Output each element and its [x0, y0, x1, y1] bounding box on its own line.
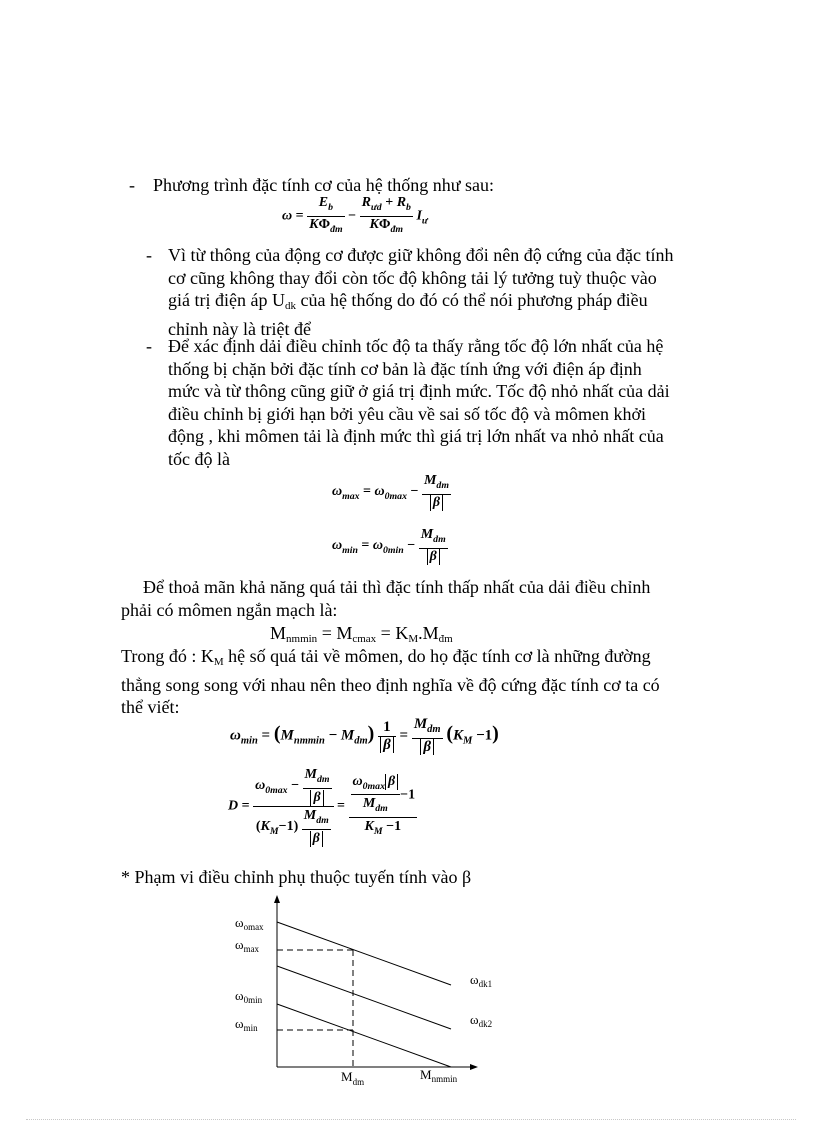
label-omega-omax: $\omega_{omax}$	[235, 915, 264, 932]
y-axis-arrow	[274, 895, 280, 903]
paragraph-constant-flux: Vì từ thông của động cơ được giữ không đổi nên độ cứng của đặc tính cơ cũng không thay đổi còn tốc độ không tải lý tưởng tuỳ thuộc vào giá trị điện áp $U_{dk}$ của hệ thống do đó có thể nói phương pháp điều chỉnh này là triệt để	[168, 245, 674, 339]
label-omega-min: $\omega_{min}$	[235, 1016, 258, 1033]
paragraph-where: Trong đó : $K_M$ hệ số quá tải về mômen, do họ đặc tính cơ là những đường thẳng song song với nhau nên theo định nghĩa về độ cứng đặc tính cơ ta có thể viết:	[121, 646, 660, 717]
bullet-dash: -	[146, 336, 152, 356]
equation-omega-min-expanded: $\omega_{min} = (M_{nmmin} - M_{dm})$ $\frac{1}{\beta}$ = $\frac{M_{dm}}{\beta}$ $(K_M -1)$	[230, 716, 499, 755]
x-axis-arrow	[470, 1064, 478, 1070]
label-omega-0min: $\omega_{0min}$	[235, 988, 263, 1005]
chart-caption: * Phạm vi điều chỉnh phụ thuộc tuyến tính vào β	[121, 867, 472, 887]
label-M-dm: $M_{dm}$	[341, 1069, 365, 1087]
equation-omega-max: $\omega_{max} = \omega_{0max}$ − $\frac{M_{dm}}{\beta}$	[332, 473, 449, 510]
page-bottom-border	[26, 1119, 796, 1120]
label-omega-max: $\omega_{max}$	[235, 937, 260, 954]
formula-short-circuit-torque: $M_{nmmin} = M_{cmax} = K_M.M_{đm}$	[270, 623, 453, 645]
label-M-nmmin: $M_{nmmin}$	[420, 1067, 458, 1084]
intro-line: Phương trình đặc tính cơ của hệ thống như sau:	[153, 175, 494, 195]
label-omega-dk1: $\omega_{dk1}$	[470, 972, 493, 989]
equation-D: D = $\omega_{0max}$ − $\frac{M_{dm}}{\beta}$ $(K_M-1)$ $\frac{M_{dm}}{\beta}$ = $\frac{\omega_{0max} \beta}{M_{dm}}$ −1 $K_M -1$	[228, 767, 416, 846]
equation-omega-min: $\omega_{min} = \omega_{0min}$ − $\frac{M_{dm}}{\beta}$	[332, 527, 446, 564]
bullet-dash: -	[129, 175, 135, 195]
line-omega-dk2	[277, 1004, 451, 1067]
speed-torque-chart	[225, 892, 495, 1092]
paragraph-overload: Để thoả mãn khả năng quá tải thì đặc tính thấp nhất của dải điều chỉnh phải có mômen ngắn mạch là:	[121, 577, 651, 620]
paragraph-speed-range: Để xác định dải điều chỉnh tốc độ ta thấy rằng tốc độ lớn nhất của hệ thống bị chặn bởi đặc tính cơ bản là đặc tính ứng với điện áp định mức và từ thông cũng giữ ở giá trị định mức. Tốc độ nhỏ nhất của dải điều chỉnh bị giới hạn bởi yêu cầu về sai số tốc độ và mômen khởi động , khi mômen tải là định mức thì giá trị lớn nhất va nhỏ nhất của tốc độ là	[168, 336, 670, 469]
equation-omega: ω = $\frac{E_b}{K\Phi_{đm}}$ − $\frac{R_{ưd} + R_b}{K\Phi_{đm}}$ $I_ư$	[282, 195, 428, 235]
label-omega-dk2: $\omega_{dk2}$	[470, 1012, 493, 1029]
bullet-dash: -	[146, 245, 152, 265]
